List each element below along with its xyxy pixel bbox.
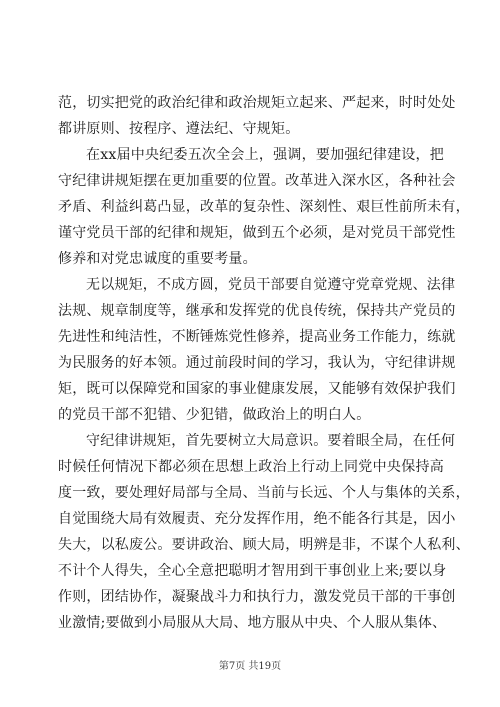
text-line: 范，切实把党的政治纪律和政治规矩立起来、严起来，时时处处 <box>58 95 456 111</box>
text-line: 法规、规章制度等，继承和发挥党的优良传统，保持共产党员的 <box>58 303 456 319</box>
text-line: 时候任何情况下都必须在思想上政治上行动上同党中央保持高 <box>58 459 444 475</box>
text-line: 谨守党员干部的纪律和规矩，做到五个必须，是对党员干部党性 <box>58 225 456 241</box>
page-footer: 第7页 共19页 <box>218 661 282 672</box>
text-line: 都讲原则、按程序、遵法纪、守规矩。 <box>58 121 300 137</box>
document-body <box>58 90 470 636</box>
text-line: 失大，以私废公。要讲政治、顾大局，明辨是非，不谋个人私利、 <box>58 537 470 553</box>
text-line: 无以规矩，不成方圆，党员干部要自觉遵守党章党规、法律 <box>86 277 456 293</box>
text-line: 先进性和纯洁性，不断锤炼党性修养，提高业务工作能力，练就 <box>58 329 456 345</box>
text-line: 为民服务的好本领。通过前段时间的学习，我认为，守纪律讲规 <box>58 355 456 371</box>
text-line: 业激情;要做到小局服从大局、地方服从中央、个人服从集体、 <box>58 615 447 631</box>
text-line: 的党员干部不犯错、少犯错，做政治上的明白人。 <box>58 407 371 423</box>
text-line: 矩，既可以保障党和国家的事业健康发展，又能够有效保护我们 <box>58 381 456 397</box>
text-line: 不计个人得失，全心全意把聪明才智用到干事创业上来;要以身 <box>58 563 447 579</box>
text-line: 作则，团结协作，凝聚战斗力和执行力，激发党员干部的干事创 <box>58 589 456 605</box>
text-line: 在xx届中央纪委五次全会上，强调，要加强纪律建设，把 <box>86 147 444 163</box>
text-line: 自觉围绕大局有效履责、充分发挥作用，绝不能各行其是，因小 <box>58 511 456 527</box>
text-line: 修养和对党忠诚度的重要考量。 <box>58 251 257 267</box>
text-line: 守纪律讲规矩，首先要树立大局意识。要着眼全局，在任何 <box>86 433 456 449</box>
text-line: 守纪律讲规矩摆在更加重要的位置。改革进入深水区，各种社会 <box>58 173 456 189</box>
text-line: 矛盾、利益纠葛凸显，改革的复杂性、深刻性、艰巨性前所未有， <box>58 199 470 215</box>
text-line: 度一致，要处理好局部与全局、当前与长远、个人与集体的关系， <box>58 485 470 501</box>
